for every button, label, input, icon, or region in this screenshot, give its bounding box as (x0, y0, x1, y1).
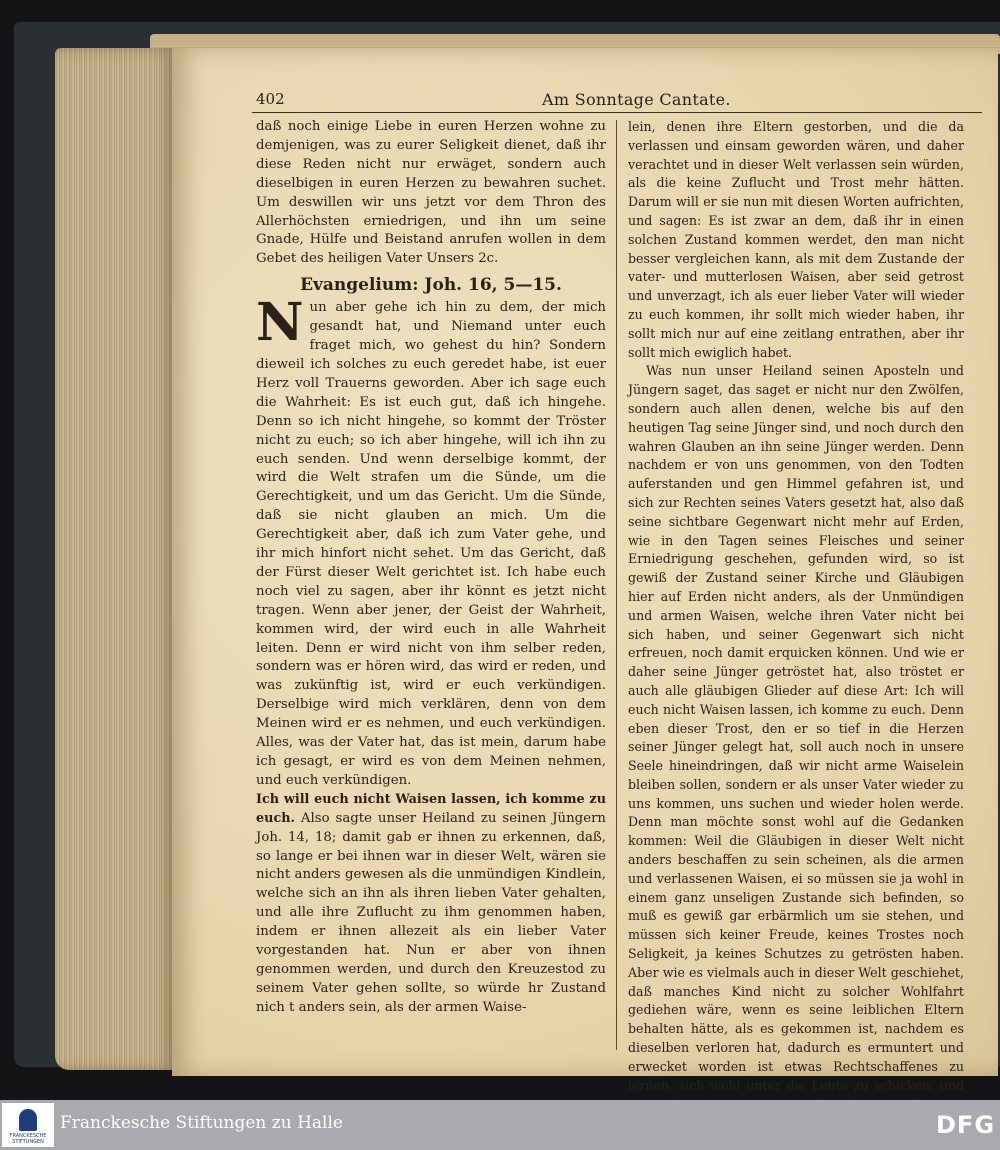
footer-bar (0, 1100, 1000, 1150)
gospel-text (256, 292, 606, 791)
running-head (252, 90, 982, 113)
commentary-paragraph (256, 791, 606, 1018)
left-column (256, 118, 606, 1018)
right-paragraph-2: Was nun unser Heiland seinen Aposteln und Jüngern saget, das saget er nicht nur den Zwölfen, sondern auch allen denen, welche bis auf den heutigen Tag seine Jünger sind, und noch durch den wahren Glauben an ihn seine Jünger werden. Denn nachdem er von uns genommen, von den Todten auferstanden und gen Himmel gefahren ist, und sich zur Rechten seines Vaters gesetzt hat, also daß seine sichtbare Gegenwart nicht mehr auf Erden, wie in den Tagen seines Fleisches und seiner Erniedrigung geschehen, gefunden wird, so ist gewiß der Zustand seiner Kirche und Gläubigen hier auf Erden nicht anders, als der Unmündigen und armen Waisen, welche ihren Vater nicht bei sich haben, und seiner Gegenwart sich nicht erfreuen, noch damit erquicken können. Und wie er daher seine Jünger getröstet hat, also tröstet er auch alle gläubigen Glieder auf diese Art: Ich will euch nicht Waisen lassen, ich komme zu euch. Denn eben dieser Trost, den er so tief in die Herzen seiner Jünger gelegt hat, soll auch noch in unsere Seele hineindringen, daß wir nicht arme Waiselein bleiben sollen, sondern er als unser Vater wieder zu uns kommen, uns suchen und wieder holen werde. Denn man möchte sonst wohl auf die Gedanken kommen: Weil die Gläubigen in dieser Welt nicht anders beschaffen zu sein scheinen, als die armen und verlassenen Waisen, ei so müssen sie ja wohl in einem ganz unseligen Zustande sich befinden, so muß es gewiß gar erbärmlich um sie stehen, und müssen sich keiner Freude, keines Trostes noch Seligkeit, ja keines Schutzes zu getrösten haben. Aber wie es vielmals auch in dieser Welt geschiehet, daß manches Kind nicht zu solcher Wohlfahrt gediehen wäre, wenn es seine leiblichen Eltern behalten hätte, als es gekommen ist, nachdem es dieselben verloren hat, dadurch es ermuntert und erwecket worden ist etwas Rechtschaffenes zu lernen, sich wohl unter die Leute zu schicken, und (628, 363, 964, 1093)
page-number: 402 (256, 90, 285, 108)
gospel-body: un aber gehe ich hin zu dem, der mich gesandt hat, und Niemand unter euch fraget mich, wo gehest du hin? Sondern dieweil ich solches zu euch geredet habe, ist euer Herz voll Trauerns geworden. Aber ich sage euch die Wahrheit: Es ist euch gut, daß ich hingehe. Denn so ich nicht hingehe, so kommt der Tröster nicht zu euch; so ich aber hingehe, will ich ihn zu euch senden. Und wenn derselbige kommt, der wird die Welt strafen um die Sünde, um die Gerechtigkeit, und um das Gericht. Um die Sünde, daß sie nicht glauben an mich. Um die Gerechtigkeit aber, daß ich zum Vater gehe, und ihr mich hinfort nicht sehet. Um das Gericht, daß der Fürst dieser Welt gerichtet ist. Ich habe euch noch viel zu sagen, aber ihr könnt es jetzt nicht tragen. Wenn aber jener, der Geist der Wahrheit, kommen wird, der wird euch in alle Wahrheit leiten. Denn er wird nicht von ihm selber reden, sondern was er hören wird, das wird er reden, und was zukünftig ist, wird er euch verkündigen. Derselbige wird mich verklären, denn von dem Meinen wird er es nehmen, und euch verkündigen. Alles, was der Vater hat, das ist mein, darum habe ich gesagt, er wird es von dem Meinen nehmen, und euch verkündigen. (256, 300, 606, 788)
page-stack-edge (55, 48, 175, 1070)
running-title: Am Sonntage Cantate. (542, 90, 731, 109)
right-paragraph-1: lein, denen ihre Eltern gestorben, und die da verlassen und einsam geworden wären, und daher verachtet und in dieser Welt verlassen sein würden, als die keine Zuflucht und Trost mehr hätten. Darum will er sie nun mit diesen Worten aufrichten, und sagen: Es ist zwar an dem, daß ihr in einen solchen Zustand kommen werdet, den man nicht besser vergleichen kann, als mit dem Zustande der vater- und mutterlosen Waisen, aber seid getrost und unverzagt, ich als euer lieber Vater will wieder zu euch kommen, ihr sollt mich wieder haben, ihr sollt mich nur auf eine zeitlang entrathen, aber ihr sollt mich ewiglich habet. (628, 119, 964, 360)
commentary-body: Also sagte unser Heiland zu seinen Jüngern Joh. 14, 18; damit gab er ihnen zu erkennen, daß, so lange er bei ihnen war in dieser Welt, wären sie nicht anders gewesen als die unmündigen Kindlein, welche sich an ihn als ihren lieben Vater gehalten, und alle ihre Zuflucht zu ihm genommen haben, indem er ihnen allezeit als ein lieber Vater vorgestanden hat. Nun er aber von ihnen genommen werden, und durch den Kreuzestod zu seinem Vater gehen sollte, so würde hr Zustand nich t anders sein, als der armen Waise- (256, 810, 606, 1015)
gospel-heading: Evangelium: Joh. 16, 5—15. (300, 275, 562, 296)
intro-paragraph: daß noch einige Liebe in euren Herzen wohne zu demjenigen, was zu eurer Seligkeit dienet, daß ihr diese Reden nicht nur erwäget, sondern auch dieselbigen in euren Herzen zu bewahren suchet. Um deswillen wir uns jetzt vor dem Thron des Allerhöchsten erniedrigen, und ihn um seine Gnade, Hülfe und Beistand anrufen wollen in dem Gebet des heiligen Vater Unsers 2c. (256, 119, 606, 267)
drop-cap: N (256, 292, 304, 354)
right-column (628, 118, 964, 1133)
logo-text: FRANCKESCHE STIFTUNGEN (9, 1133, 47, 1145)
building-icon (19, 1109, 37, 1131)
column-divider (616, 120, 617, 1050)
commentary-lead: Ich will euch nicht Waisen lassen, ich komme zu euch. (256, 791, 606, 826)
franckesche-logo[interactable] (2, 1103, 54, 1147)
book-page (172, 48, 998, 1093)
dfg-logo: DFG (936, 1111, 996, 1139)
institution-label: Franckesche Stiftungen zu Halle (60, 1113, 343, 1133)
